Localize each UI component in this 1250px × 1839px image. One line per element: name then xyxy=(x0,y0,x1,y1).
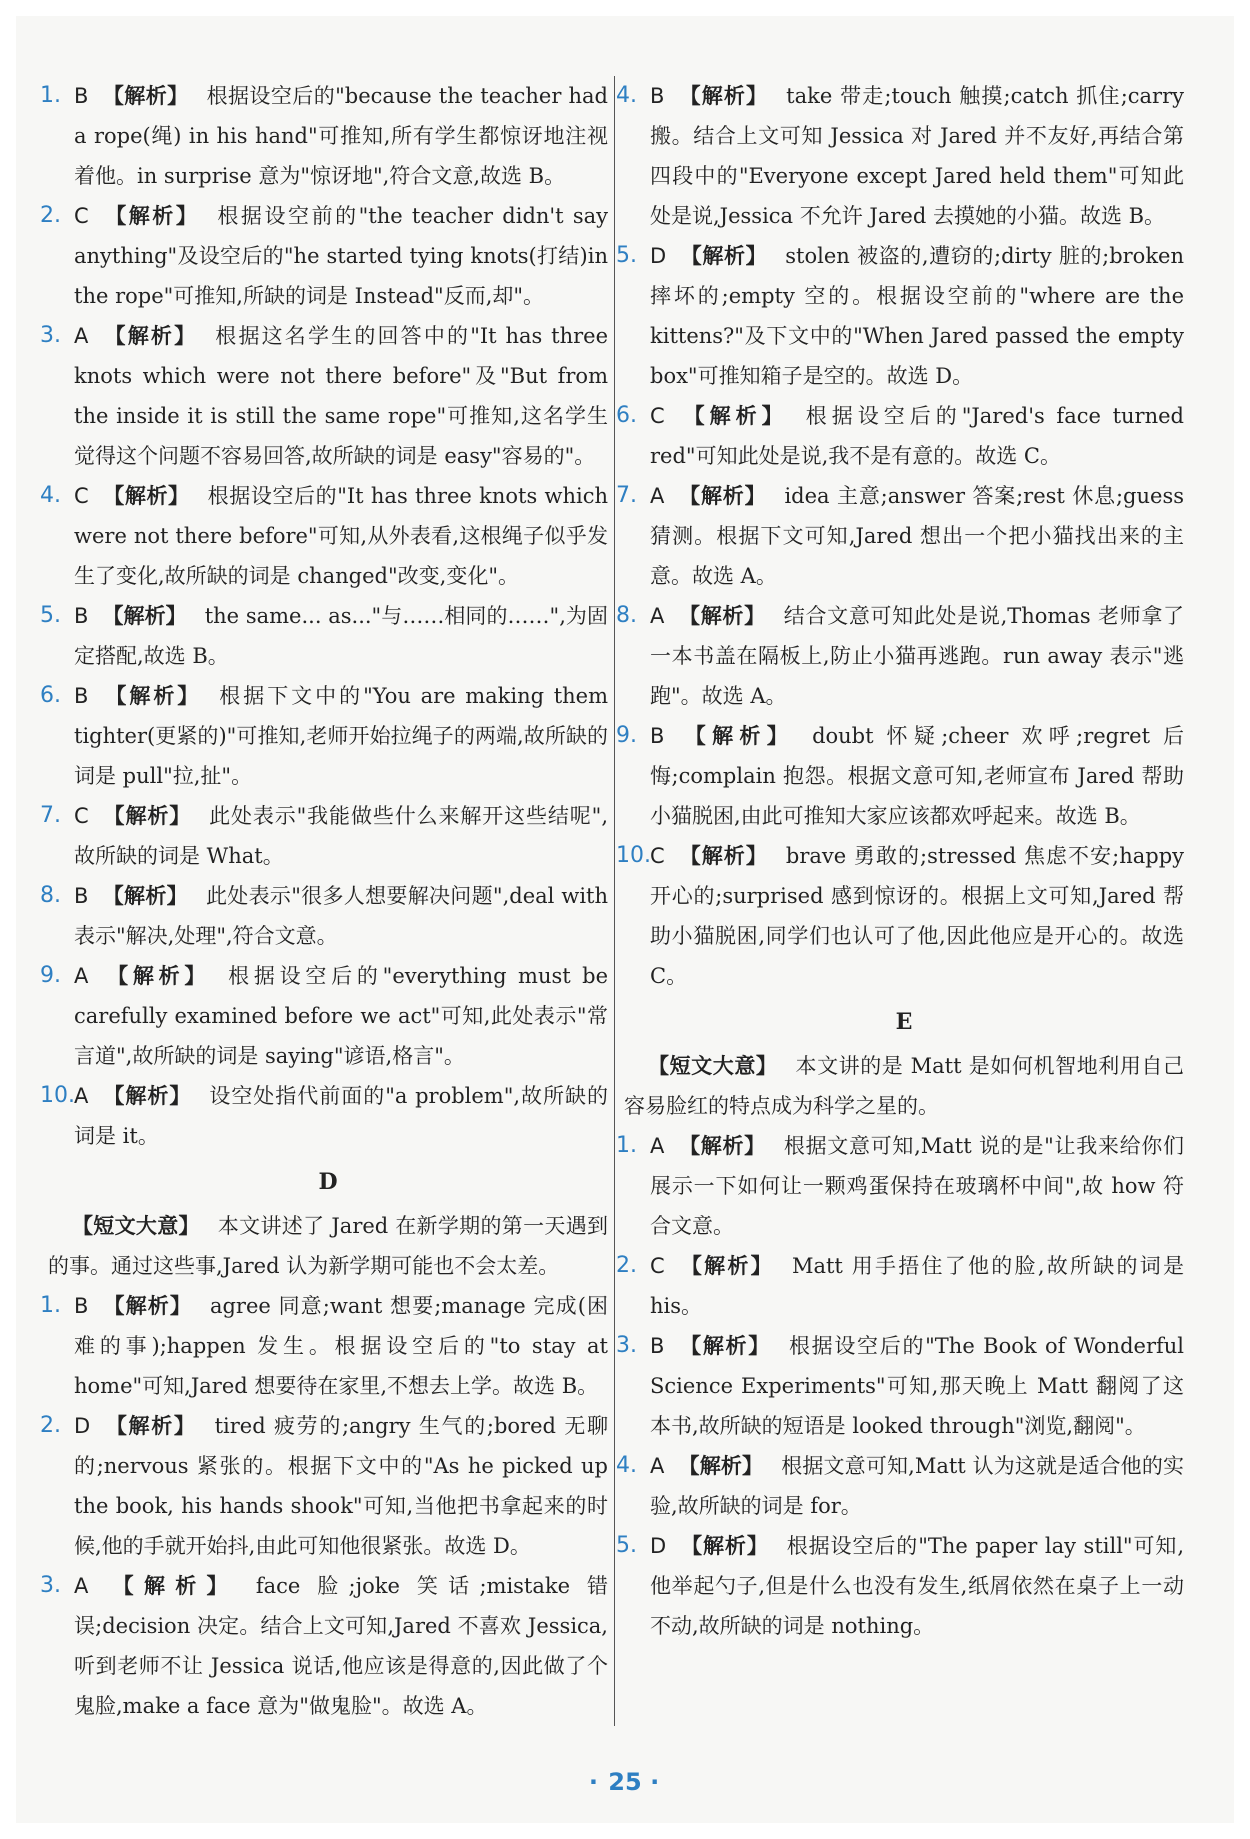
answer-letter: C xyxy=(650,844,665,868)
answer-item xyxy=(40,956,608,1076)
question-number: 4. xyxy=(616,1453,637,1478)
summary-text: 本文讲述了 Jared 在新学期的第一天遇到的事。通过这些事,Jared 认为新学期可能也不会太差。 xyxy=(48,1214,608,1278)
answer-letter: B xyxy=(650,84,665,108)
analysis-text: 根据文意可知,Matt 认为这就是适合他的实验,故所缺的词是 for。 xyxy=(650,1454,1185,1518)
answer-item xyxy=(616,1126,1185,1246)
analysis-tag: 【解析】 xyxy=(678,604,766,628)
question-number: 8. xyxy=(616,603,637,628)
answer-item xyxy=(40,476,608,596)
answer-letter: D xyxy=(74,1414,91,1438)
question-number: 4. xyxy=(616,83,637,108)
analysis-text: idea 主意;answer 答案;rest 休息;guess 猜测。根据下文可知,Jared 想出一个把小猫找出来的主意。故选 A。 xyxy=(650,484,1184,588)
question-number: 3. xyxy=(616,1333,637,1358)
question-number: 5. xyxy=(40,603,61,628)
analysis-text: 根据这名学生的回答中的"It has three knots which were not there before"及"But from the inside it is still the same rope"可推知,这名学生觉得这个问题不容易回答,故所缺的词是 easy"容易的"。 xyxy=(74,324,608,468)
analysis-tag: 【解析】 xyxy=(102,1084,192,1108)
section-heading: E xyxy=(895,1009,913,1035)
question-number: 9. xyxy=(616,723,637,748)
analysis-tag: 【解析】 xyxy=(104,1414,197,1438)
answer-item xyxy=(40,676,608,796)
analysis-text: 根据设空后的"The paper lay still"可知,他举起勺子,但是什么也没有发生,纸屑依然在桌子上一动不动,故所缺的词是 nothing。 xyxy=(650,1534,1184,1638)
answer-letter: A xyxy=(650,484,665,508)
answer-letter: A xyxy=(650,604,665,628)
summary-tag: 【短文大意】 xyxy=(648,1054,778,1078)
analysis-text: 设空处指代前面的"a problem",故所缺的词是 it。 xyxy=(74,1084,609,1148)
question-number: 1. xyxy=(40,1293,61,1318)
answer-item xyxy=(616,716,1185,836)
question-number: 3. xyxy=(40,1573,61,1598)
analysis-text: stolen 被盗的,遭窃的;dirty 脏的;broken 摔坏的;empty 空的。根据设空前的"where are the kittens?"及下文中的"When Jared passed the empty box"可推知箱子是空的。故选 D。 xyxy=(650,244,1185,388)
answer-item xyxy=(40,1076,609,1156)
analysis-text: the same... as..."与……相同的……",为固定搭配,故选 B。 xyxy=(74,604,608,668)
question-number: 7. xyxy=(40,803,61,828)
analysis-text: agree 同意;want 想要;manage 完成(困难的事);happen 发生。根据设空后的"to stay at home"可知,Jared 想要待在家里,不想去上学。故选 B。 xyxy=(74,1294,608,1398)
analysis-tag: 【解析】 xyxy=(680,244,768,268)
answer-letter: B xyxy=(74,84,89,108)
question-number: 2. xyxy=(40,203,61,228)
analysis-text: Matt 用手捂住了他的脸,故所缺的词是 his。 xyxy=(650,1254,1185,1318)
analysis-text: brave 勇敢的;stressed 焦虑不安;happy 开心的;surprised 感到惊讶的。根据上文可知,Jared 帮助小猫脱困,同学们也认可了他,因此他应是开心的。故选 C。 xyxy=(650,844,1185,988)
analysis-text: 根据设空后的"everything must be carefully examined before we act"可知,此处表示"常言道",故所缺的词是 saying"谚语,格言"。 xyxy=(74,964,608,1068)
analysis-tag: 【解析】 xyxy=(678,1454,764,1478)
question-number: 6. xyxy=(616,403,637,428)
analysis-tag: 【解析】 xyxy=(678,844,768,868)
analysis-tag: 【解析】 xyxy=(678,1134,766,1158)
analysis-tag: 【解析】 xyxy=(102,604,187,628)
answer-item xyxy=(40,1406,608,1566)
analysis-text: 根据下文中的"You are making them tighter(更紧的)"可推知,老师开始拉绳子的两端,故所缺的词是 pull"拉,扯"。 xyxy=(74,684,608,788)
question-number: 5. xyxy=(616,1533,637,1558)
summary-text: 本文讲的是 Matt 是如何机智地利用自己容易脸红的特点成为科学之星的。 xyxy=(624,1054,1185,1118)
analysis-text: 根据设空后的"Jared's face turned red"可知此处是说,我不是有意的。故选 C。 xyxy=(650,404,1184,468)
dots-right: · xyxy=(650,1768,662,1796)
left-column xyxy=(40,76,609,1726)
page-number: · 25 · xyxy=(588,1768,662,1796)
answer-letter: B xyxy=(74,884,89,908)
answer-item xyxy=(40,876,609,956)
answer-letter: A xyxy=(650,1454,665,1478)
answer-letter: C xyxy=(650,404,665,428)
answer-letter: A xyxy=(74,324,89,348)
dots-left: · xyxy=(588,1768,600,1796)
answer-letter: B xyxy=(74,604,89,628)
analysis-tag: 【解析】 xyxy=(678,484,767,508)
answer-letter: B xyxy=(650,1334,665,1358)
analysis-text: 根据设空前的"the teacher didn't say anything"及设空后的"he started tying knots(打结)in the rope"可推知,所缺的词是 Instead"反而,却"。 xyxy=(74,204,608,308)
analysis-tag: 【解析】 xyxy=(678,1334,771,1358)
question-number: 3. xyxy=(40,323,61,348)
answer-letter: C xyxy=(74,804,89,828)
answer-item xyxy=(616,1446,1185,1526)
question-number: 6. xyxy=(40,683,61,708)
answer-item xyxy=(616,1326,1184,1446)
analysis-text: tired 疲劳的;angry 生气的;bored 无聊的;nervous 紧张的。根据下文中的"As he picked up the book, his hands shook"可知,当他把书拿起来的时候,他的手就开始抖,由此可知他很紧张。故选 D。 xyxy=(74,1414,608,1558)
question-number: 1. xyxy=(40,83,61,108)
analysis-tag: 【解析】 xyxy=(102,1574,238,1598)
analysis-text: face 脸;joke 笑话;mistake 错误;decision 决定。结合上文可知,Jared 不喜欢 Jessica,听到老师不让 Jessica 说话,他应该是得意的,因此做了个鬼脸,make a face 意为"做鬼脸"。故选 A。 xyxy=(74,1574,609,1718)
answer-letter: C xyxy=(650,1254,665,1278)
analysis-tag: 【解析】 xyxy=(102,204,200,228)
analysis-tag: 【解析】 xyxy=(678,404,788,428)
answer-item xyxy=(616,1246,1185,1326)
answer-letter: B xyxy=(74,1294,89,1318)
page xyxy=(16,16,1234,1823)
analysis-tag: 【解析】 xyxy=(678,724,795,748)
analysis-tag: 【解析】 xyxy=(102,804,192,828)
question-number: 7. xyxy=(616,483,637,508)
answer-letter: A xyxy=(650,1134,665,1158)
answer-item xyxy=(616,76,1185,236)
question-number: 1. xyxy=(616,1133,637,1158)
analysis-tag: 【解析】 xyxy=(102,84,189,108)
analysis-text: 根据设空后的"The Book of Wonderful Science Experiments"可知,那天晚上 Matt 翻阅了这本书,故所缺的短语是 looked through"浏览,翻阅"。 xyxy=(650,1334,1184,1438)
answer-letter: A xyxy=(74,1084,89,1108)
column-divider xyxy=(614,76,615,1726)
answer-item xyxy=(616,1526,1184,1646)
answer-item xyxy=(616,596,1185,716)
analysis-text: 根据设空后的"because the teacher had a rope(绳) in his hand"可推知,所有学生都惊讶地注视着他。in surprise 意为"惊讶地",符合文意,故选 B。 xyxy=(74,84,608,188)
answer-letter: C xyxy=(74,204,89,228)
right-column xyxy=(616,76,1185,1646)
question-number: 5. xyxy=(616,243,637,268)
answer-item xyxy=(40,796,608,876)
answer-item xyxy=(40,1566,609,1726)
analysis-tag: 【解析】 xyxy=(678,1254,774,1278)
answer-letter: B xyxy=(74,684,89,708)
answer-item xyxy=(616,236,1185,396)
question-number: 10. xyxy=(616,843,651,868)
analysis-tag: 【解析】 xyxy=(102,324,198,348)
answer-letter: D xyxy=(650,244,667,268)
analysis-text: 此处表示"我能做些什么来解开这些结呢",故所缺的词是 What。 xyxy=(74,804,608,868)
passage-summary xyxy=(48,1206,608,1286)
question-number: 4. xyxy=(40,483,61,508)
analysis-text: 根据文意可知,Matt 说的是"让我来给你们展示一下如何让一颗鸡蛋保持在玻璃杯中间",故 how 符合文意。 xyxy=(650,1134,1185,1238)
analysis-tag: 【解析】 xyxy=(102,964,211,988)
analysis-tag: 【解析】 xyxy=(102,684,202,708)
answer-item xyxy=(616,396,1184,476)
answer-item xyxy=(40,76,608,196)
question-number: 10. xyxy=(40,1083,75,1108)
analysis-text: 结合文意可知此处是说,Thomas 老师拿了一本书盖在隔板上,防止小猫再逃跑。run away 表示"逃跑"。故选 A。 xyxy=(650,604,1185,708)
section-heading: D xyxy=(318,1169,338,1195)
answer-item xyxy=(40,316,608,476)
question-number: 2. xyxy=(616,1253,637,1278)
analysis-text: 此处表示"很多人想要解决问题",deal with 表示"解决,处理",符合文意。 xyxy=(74,884,609,948)
answer-letter: C xyxy=(74,484,89,508)
analysis-text: take 带走;touch 触摸;catch 抓住;carry 搬。结合上文可知 Jessica 对 Jared 并不友好,再结合第四段中的"Everyone except Jared held them"可知此处是说,Jessica 不允许 Jared 去摸她的小猫。故选 B。 xyxy=(650,84,1185,228)
analysis-text: doubt 怀疑;cheer 欢呼;regret 后悔;complain 抱怨。根据文意可知,老师宣布 Jared 帮助小猫脱困,由此可推知大家应该都欢呼起来。故选 B。 xyxy=(650,724,1185,828)
passage-summary xyxy=(624,1046,1184,1126)
answer-item xyxy=(616,836,1185,996)
answer-item xyxy=(40,196,608,316)
analysis-tag: 【解析】 xyxy=(102,484,190,508)
answer-item xyxy=(40,1286,608,1406)
answer-letter: D xyxy=(650,1534,667,1558)
answer-item xyxy=(40,596,608,676)
answer-letter: B xyxy=(650,724,665,748)
answer-letter: A xyxy=(74,964,89,988)
answer-letter: A xyxy=(74,1574,89,1598)
summary-tag: 【短文大意】 xyxy=(72,1214,200,1238)
question-number: 9. xyxy=(40,963,61,988)
analysis-text: 根据设空后的"It has three knots which were not there before"可知,从外表看,这根绳子似乎发生了变化,故所缺的词是 changed"改变,变化"。 xyxy=(74,484,608,588)
analysis-tag: 【解析】 xyxy=(102,1294,192,1318)
question-number: 2. xyxy=(40,1413,61,1438)
analysis-tag: 【解析】 xyxy=(680,1534,769,1558)
answer-item xyxy=(616,476,1184,596)
analysis-tag: 【解析】 xyxy=(102,884,188,908)
analysis-tag: 【解析】 xyxy=(678,84,769,108)
question-number: 8. xyxy=(40,883,61,908)
